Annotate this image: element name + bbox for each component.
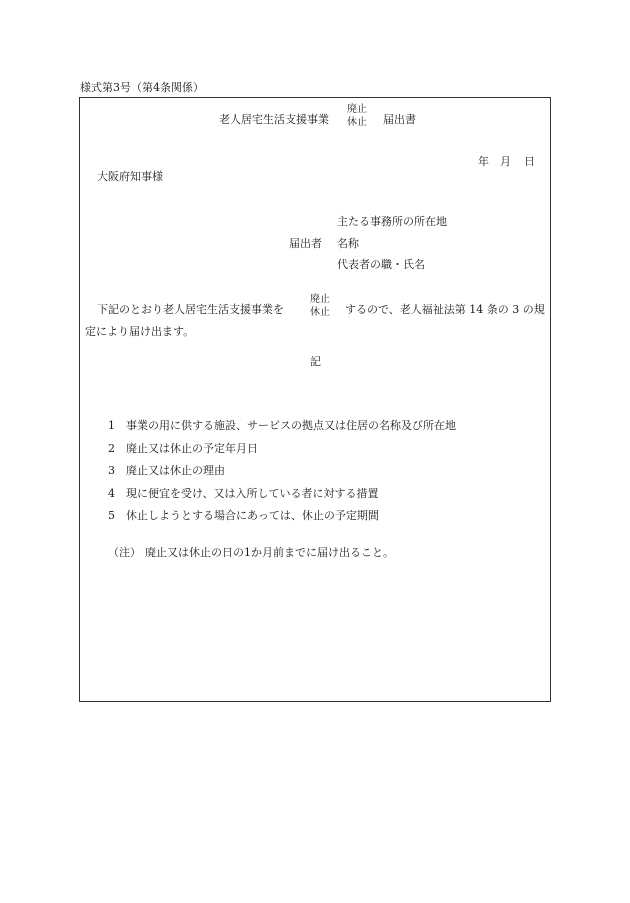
item-number: 1 (108, 419, 115, 432)
item-number: 5 (108, 509, 115, 522)
body-option-suspension: 休止 (310, 307, 330, 318)
body-option-stack (310, 293, 330, 319)
item-text: 廃止又は休止の理由 (126, 464, 225, 477)
body-text-line1-before: 下記のとおり老人居宅生活支援事業を (97, 303, 284, 316)
title-option-stack (347, 103, 367, 129)
applicant-office-address-label: 主たる事務所の所在地 (337, 215, 447, 228)
item-text: 休止しようとする場合にあっては、休止の予定期間 (126, 509, 379, 522)
item-text: 現に便宜を受け、又は入所している者に対する措置 (126, 486, 379, 500)
form-frame (79, 97, 551, 702)
record-mark: 記 (310, 355, 321, 368)
form-number-label: 様式第3号（第4条関係） (80, 81, 204, 94)
applicant-representative-label: 代表者の職・氏名 (337, 258, 425, 271)
applicant-name-label: 名称 (337, 237, 359, 250)
body-text-line2: 定により届け出ます。 (85, 325, 195, 338)
title-option-suspension: 休止 (347, 117, 367, 128)
list-item (108, 460, 456, 483)
list-item (108, 483, 456, 506)
date-day-label: 日 (524, 155, 535, 168)
list-item (108, 505, 456, 528)
item-text: 事業の用に供する施設、サービスの拠点又は住居の名称及び所在地 (126, 419, 456, 432)
item-text: 廃止又は休止の予定年月日 (126, 441, 258, 455)
list-item (108, 415, 456, 438)
date-month-label: 月 (500, 155, 511, 168)
list-item (108, 438, 456, 461)
title-option-abolition: 廃止 (347, 104, 367, 115)
note-text: 廃止又は休止の日の1か月前までに届け出ること。 (145, 546, 394, 559)
body-text-line1-after: するので、老人福祉法第 14 条の 3 の規 (345, 303, 545, 316)
item-list (108, 415, 456, 528)
item-number: 2 (108, 441, 115, 455)
item-number: 3 (108, 464, 115, 477)
title-notification: 届出書 (383, 113, 416, 126)
note-label: （注） (108, 546, 141, 559)
applicant-label: 届出者 (289, 237, 322, 250)
date-year-label: 年 (478, 155, 489, 168)
addressee: 大阪府知事様 (97, 170, 163, 183)
title-business-type: 老人居宅生活支援事業 (219, 113, 329, 126)
body-option-abolition: 廃止 (310, 294, 330, 305)
item-number: 4 (108, 486, 115, 500)
